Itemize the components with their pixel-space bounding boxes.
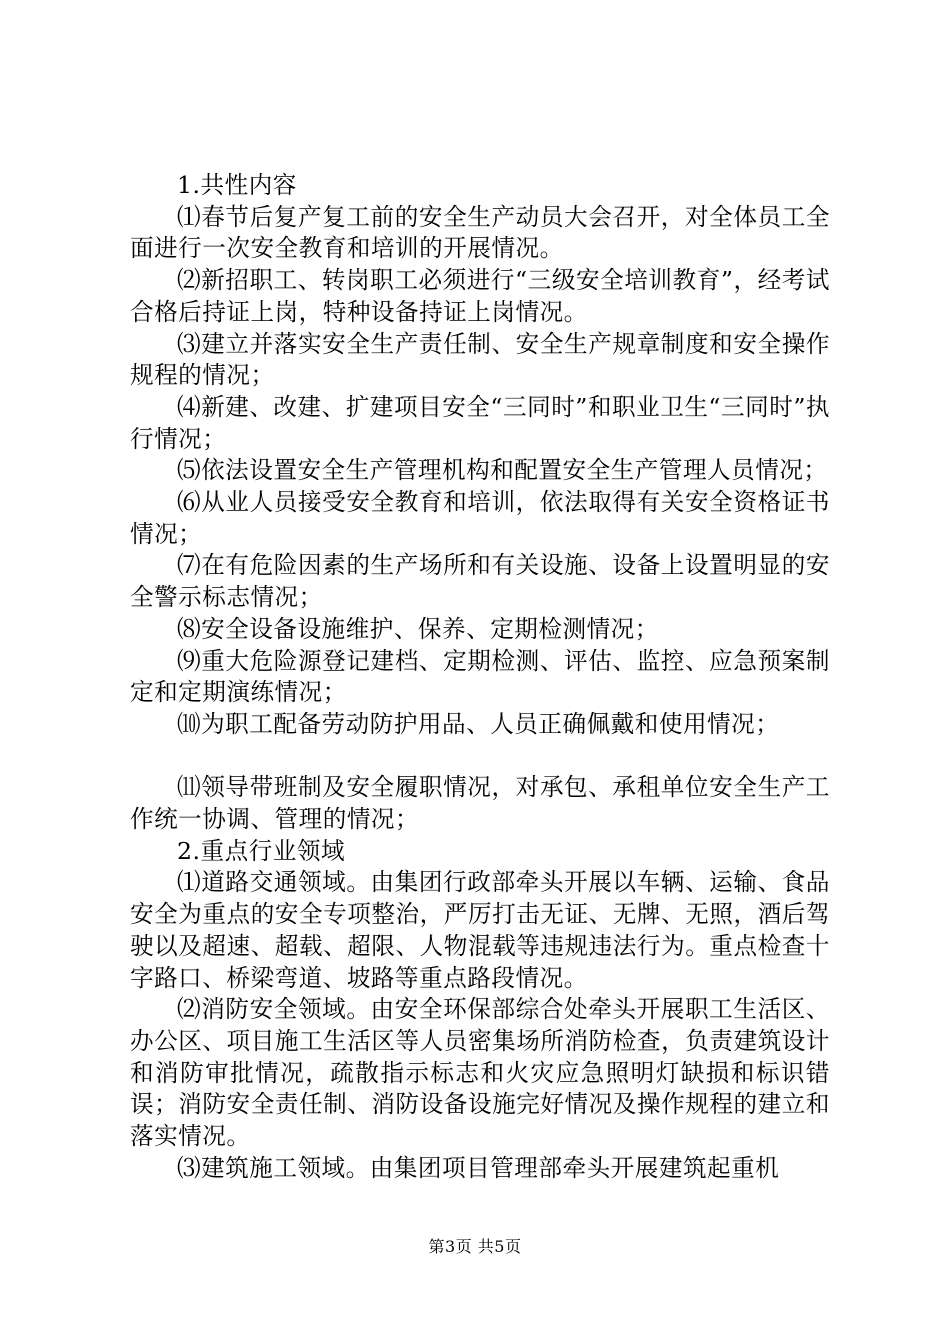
list-item-6: ⑹从业人员接受安全教育和培训，依法取得有关安全资格证书情况；	[130, 488, 830, 548]
industry-item-2: ⑵消防安全领域。由安全环保部综合处牵头开展职工生活区、办公区、项目施工生活区等人员密集场所消防检查，负责建筑设计和消防审批情况，疏散指示标志和火灾应急照明灯缺损和标识错误；消防安全责任制、消防设备设施完好情况及操作规程的建立和落实情况。	[130, 995, 830, 1151]
section-heading-common: 1.共性内容	[177, 171, 297, 199]
list-item-2: ⑵新招职工、转岗职工必须进行“三级安全培训教育”，经考试合格后持证上岗，特种设备持证上岗情况。	[130, 266, 830, 326]
section-heading-key-industries: 2.重点行业领域	[177, 836, 346, 865]
list-item-10: ⑽为职工配备劳动防护用品、人员正确佩戴和使用情况；	[177, 709, 780, 738]
page-footer	[0, 1237, 950, 1257]
list-item-5: ⑸依法设置安全生产管理机构和配置安全生产管理人员情况；	[177, 456, 828, 485]
list-item-7: ⑺在有危险因素的生产场所和有关设施、设备上设置明显的安全警示标志情况；	[130, 551, 830, 612]
industry-item-3: ⑶建筑施工领域。由集团项目管理部牵头开展建筑起重机	[177, 1153, 780, 1182]
list-item-3: ⑶建立并落实安全生产责任制、安全生产规章制度和安全操作规程的情况；	[130, 329, 830, 390]
list-item-11: ⑾领导带班制及安全履职情况，对承包、承租单位安全生产工作统一协调、管理的情况；	[130, 773, 830, 834]
list-item-9: ⑼重大危险源登记建档、定期检测、评估、监控、应急预案制定和定期演练情况；	[130, 646, 830, 707]
list-item-1: ⑴春节后复产复工前的安全生产动员大会召开，对全体员工全面进行一次安全教育和培训的开展情况。	[130, 202, 830, 263]
list-item-4: ⑷新建、改建、扩建项目安全“三同时”和职业卫生“三同时”执行情况；	[130, 392, 830, 453]
page-number: 第3页 共5页	[428, 1237, 522, 1256]
industry-item-1: ⑴道路交通领域。由集团行政部牵头开展以车辆、运输、食品安全为重点的安全专项整治，严厉打击无证、无牌、无照，酒后驾驶以及超速、超载、超限、人物混载等违规违法行为。重点检查十字路口、桥梁弯道、坡路等重点路段情况。	[130, 868, 830, 992]
document-body	[130, 170, 830, 1184]
list-item-8: ⑻安全设备设施维护、保养、定期检测情况；	[177, 614, 659, 643]
